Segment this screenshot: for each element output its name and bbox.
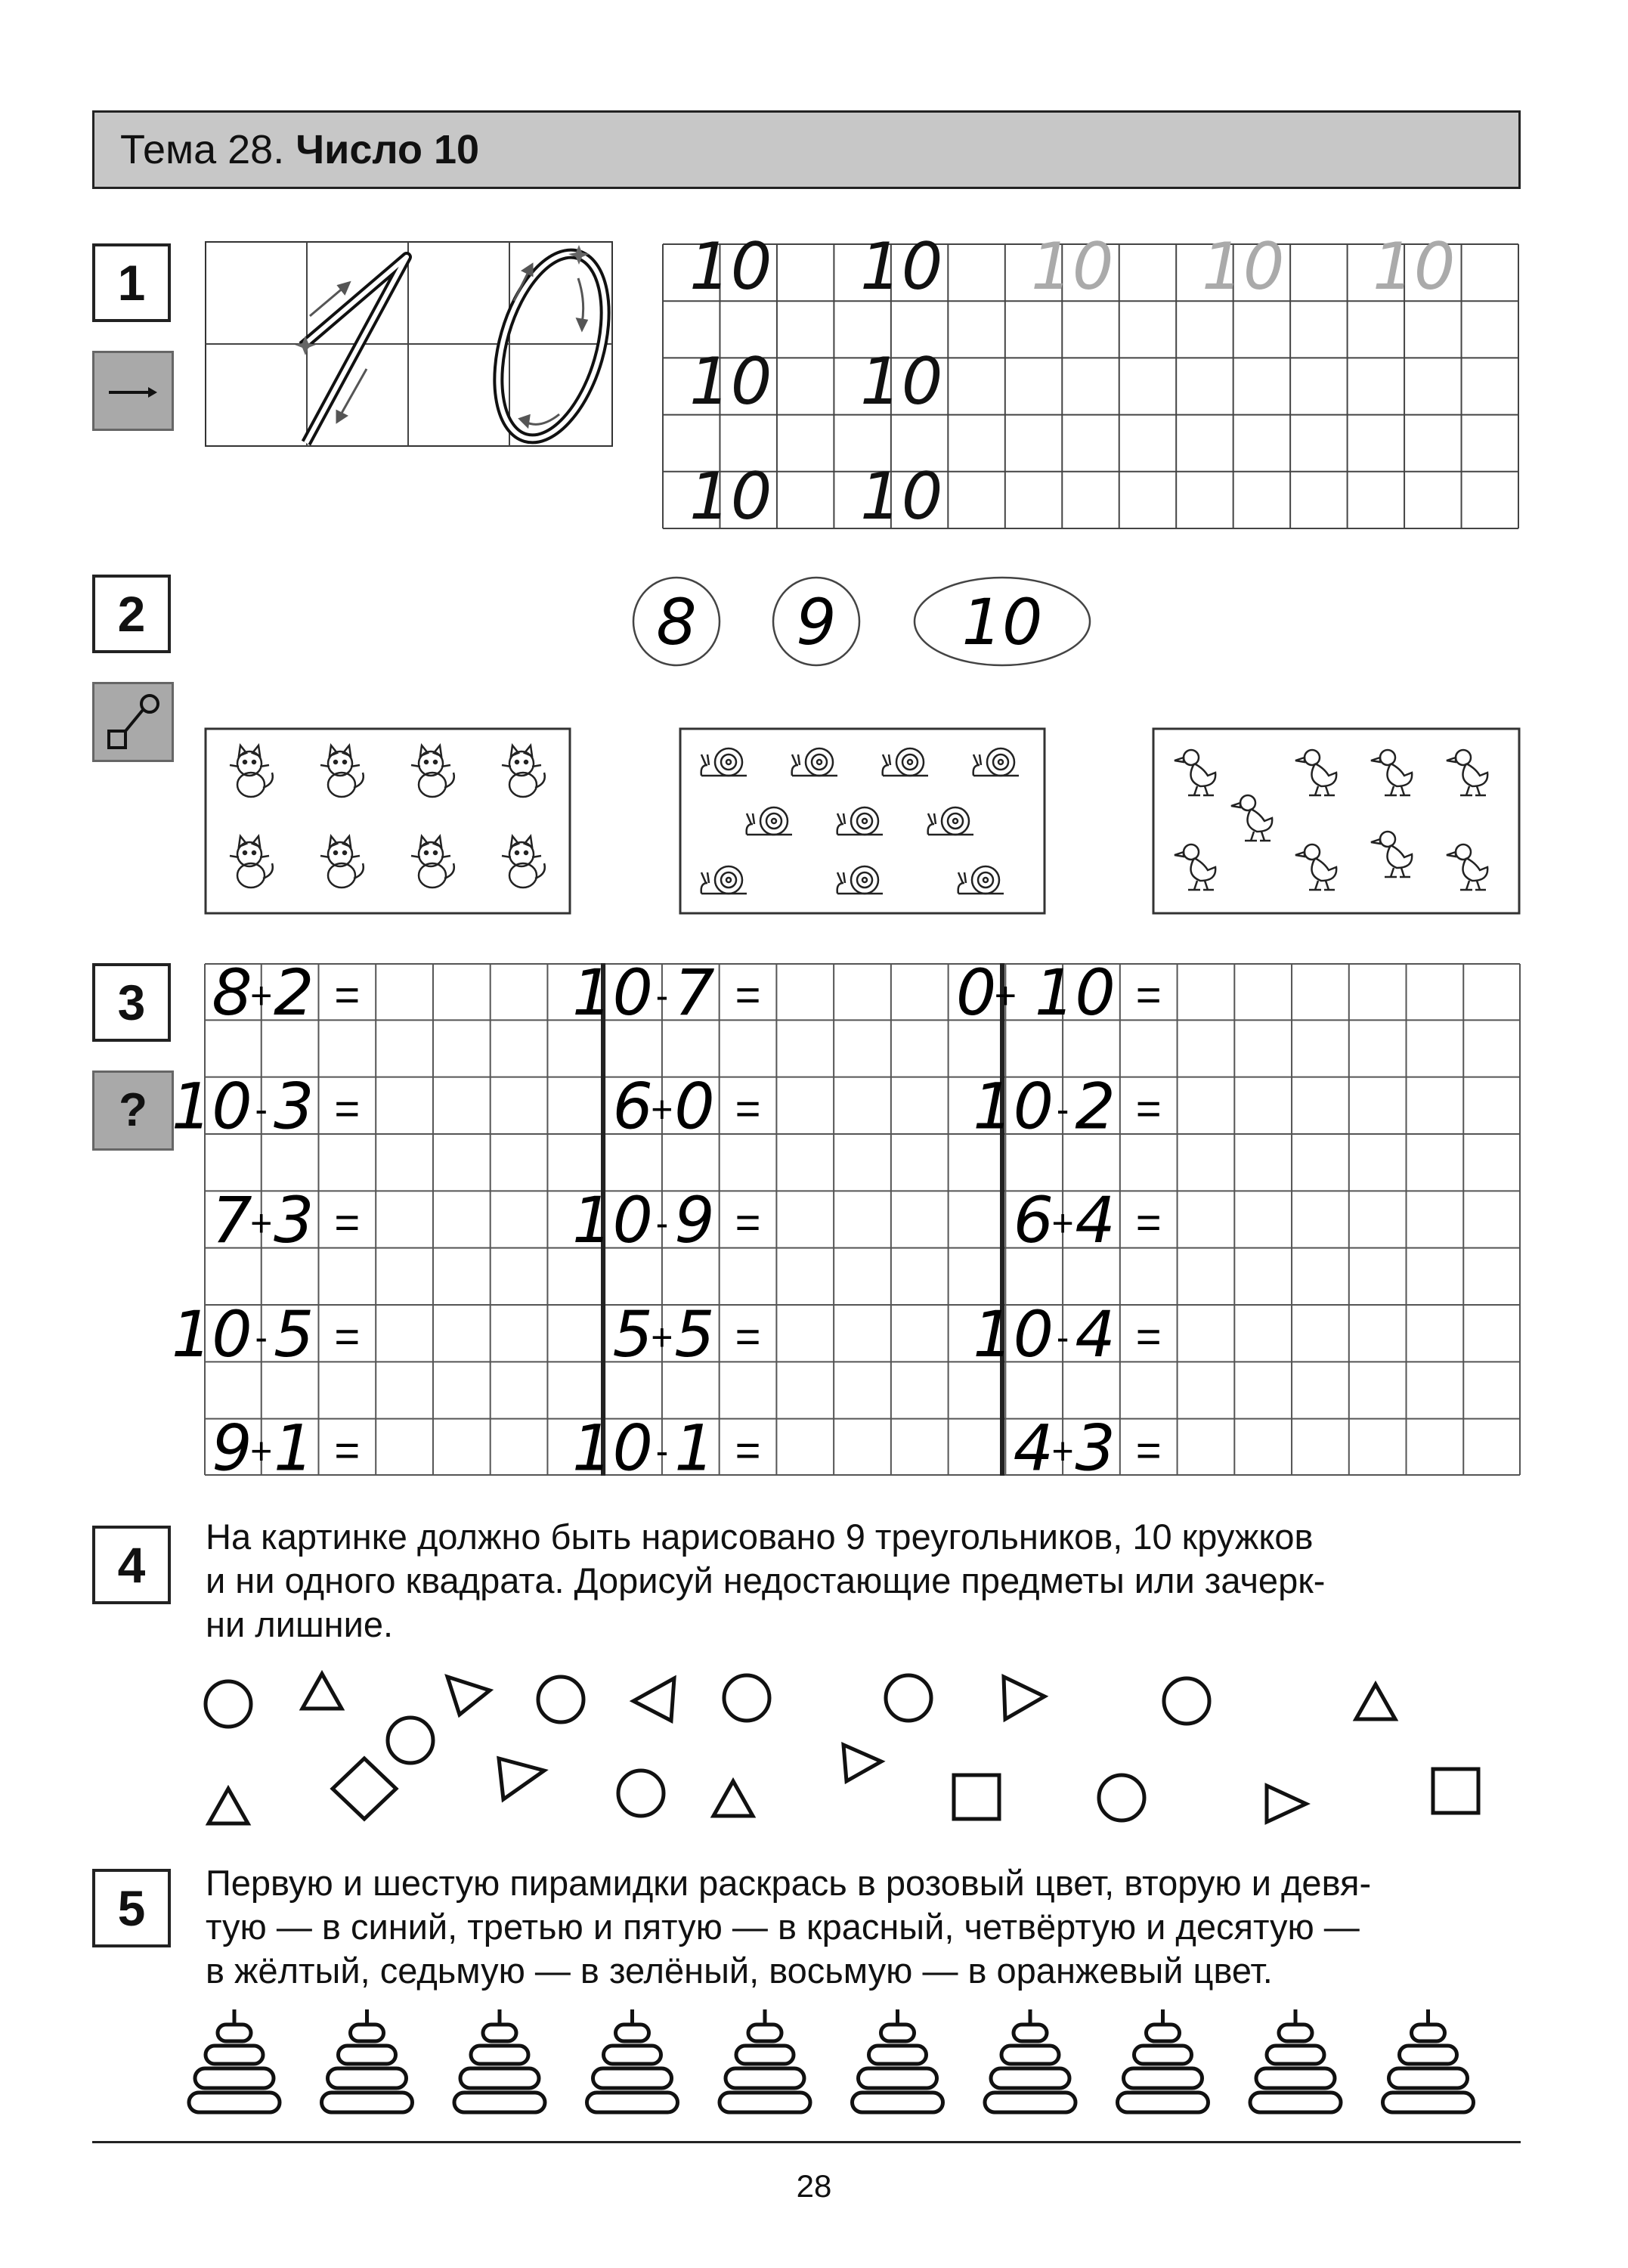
triangle-shape[interactable] (209, 1789, 248, 1823)
equation (1014, 1411, 1233, 1485)
copy-row-1 (689, 229, 1455, 305)
equals-sign: = (1135, 1084, 1162, 1134)
equation (172, 1069, 432, 1143)
operand-a: 10 (973, 1297, 1054, 1371)
equals-sign: = (735, 970, 761, 1020)
pyramid[interactable] (720, 2009, 810, 2112)
triangle-shape[interactable] (1356, 1684, 1395, 1719)
oval-number-9 (773, 578, 859, 665)
task-number-2: 2 (92, 575, 171, 653)
operand-b: 2 (1075, 1069, 1116, 1144)
page-number: 28 (796, 2168, 832, 2204)
equals-sign: = (334, 1084, 361, 1134)
circle-shape[interactable] (724, 1675, 769, 1721)
copy-row-2 (689, 344, 942, 420)
equation (973, 1297, 1233, 1371)
triangle-shape[interactable] (713, 1781, 753, 1816)
equals-sign: = (334, 1312, 361, 1362)
equals-sign: = (334, 1426, 361, 1476)
ducks-box (1152, 727, 1521, 915)
operand-a: 5 (612, 1297, 653, 1371)
answer-cell[interactable] (778, 1192, 832, 1246)
circle-shape[interactable] (618, 1771, 664, 1816)
pyramid[interactable] (587, 2009, 678, 2112)
equals-sign: = (735, 1426, 761, 1476)
circle-shape[interactable] (388, 1718, 433, 1763)
answer-cell[interactable] (1179, 1192, 1233, 1246)
operand-a: 4 (1013, 1411, 1054, 1486)
copy-grid (662, 229, 1521, 534)
task5-line-2: тую — в синий, третью и пятую — в красный, четвёртую и десятую — (206, 1907, 1360, 1947)
triangle-shape[interactable] (1267, 1786, 1306, 1822)
copy-sample: 10 (860, 459, 943, 534)
pyramids-row (189, 2003, 1534, 2117)
task4-line-3: ни лишние. (206, 1604, 394, 1644)
task-number-3: 3 (92, 963, 171, 1042)
equation (212, 1411, 432, 1485)
pyramid[interactable] (189, 2009, 280, 2112)
equation (572, 1183, 832, 1257)
copy-sample: 10 (689, 229, 772, 305)
answer-cell[interactable] (377, 1192, 432, 1246)
circle-shape[interactable] (538, 1677, 583, 1722)
task4-line-2: и ни одного квадрата. Дорисуй недостающие предметы или зачерк- (206, 1560, 1326, 1600)
match-icon (92, 682, 174, 762)
operand-a: 9 (212, 1411, 252, 1486)
equals-sign: = (735, 1198, 761, 1248)
equation (572, 1411, 832, 1485)
square-shape[interactable] (1433, 1769, 1478, 1813)
triangle-shape[interactable] (1004, 1677, 1045, 1719)
operand-b: 10 (1034, 955, 1116, 1030)
svg-text:10: 10 (961, 585, 1043, 659)
operand-a: 6 (1013, 1183, 1054, 1258)
operator: - (655, 1202, 669, 1245)
task4-line-1: На картинке должно быть нарисовано 9 треугольников, 10 кружков (206, 1517, 1314, 1557)
answer-cell[interactable] (1179, 1421, 1233, 1474)
circle-shape[interactable] (1164, 1678, 1209, 1724)
equation (612, 1069, 832, 1143)
task-number-4: 4 (92, 1526, 171, 1604)
pyramid[interactable] (853, 2009, 943, 2112)
equals-sign: = (1135, 970, 1162, 1020)
operator: + (250, 1202, 273, 1245)
operand-b: 0 (674, 1069, 715, 1144)
pyramid[interactable] (1118, 2009, 1209, 2112)
operator: + (250, 1430, 273, 1473)
task5-line-1: Первую и шестую пирамидки раскрась в розовый цвет, вторую и девя- (206, 1863, 1372, 1903)
equation (212, 956, 432, 1030)
answer-cell[interactable] (1179, 1079, 1233, 1132)
operator: + (250, 974, 273, 1017)
square-shape[interactable] (333, 1758, 396, 1819)
copy-sample: 10 (860, 344, 943, 420)
answer-cell[interactable] (377, 1421, 432, 1474)
operand-b: 5 (274, 1297, 314, 1371)
operand-b: 9 (674, 1183, 715, 1258)
triangle-shape[interactable] (447, 1677, 490, 1715)
oval-number-10 (915, 578, 1090, 665)
operand-a: 10 (572, 955, 653, 1030)
operand-b: 3 (274, 1069, 314, 1144)
copy-sample: 10 (689, 344, 772, 420)
operator: - (1056, 1088, 1069, 1131)
operand-b: 4 (1075, 1297, 1116, 1371)
answer-cell[interactable] (377, 965, 432, 1018)
operand-a: 7 (212, 1183, 252, 1258)
answer-cell[interactable] (778, 1421, 832, 1474)
triangle-shape[interactable] (302, 1674, 342, 1709)
equation (572, 956, 832, 1030)
pyramid[interactable] (1250, 2009, 1341, 2112)
equals-sign: = (1135, 1198, 1162, 1248)
triangle-shape[interactable] (633, 1678, 674, 1721)
task-number-1: 1 (92, 243, 171, 322)
topic-header (92, 110, 1521, 189)
footer-rule (92, 2141, 1521, 2143)
copy-sample: 10 (860, 229, 943, 305)
topic-title (120, 123, 479, 176)
snails-box (679, 727, 1046, 915)
operator: - (255, 1088, 268, 1131)
copy-sample: 10 (689, 459, 772, 534)
operand-b: 5 (674, 1297, 715, 1371)
operator: + (651, 1088, 673, 1131)
task5-line-3: в жёлтый, седьмую — в зелёный, восьмую — в оранжевый цвет. (206, 1950, 1273, 1991)
operand-a: 10 (572, 1183, 653, 1258)
copy-trace: 10 (1373, 229, 1456, 305)
operand-a: 10 (171, 1069, 252, 1144)
pyramid[interactable] (454, 2009, 545, 2112)
triangle-shape[interactable] (843, 1745, 881, 1781)
operand-a: 6 (612, 1069, 653, 1144)
svg-text:9: 9 (796, 585, 837, 659)
equations-grid (171, 955, 1521, 1486)
equals-sign: = (1135, 1426, 1162, 1476)
arrow-icon (92, 351, 174, 431)
operator: + (994, 974, 1017, 1017)
operand-a: 0 (955, 955, 997, 1030)
equation (973, 1069, 1233, 1143)
pyramid[interactable] (985, 2009, 1076, 2112)
equation (612, 1297, 832, 1371)
operator: + (1051, 1202, 1074, 1245)
equation (1014, 1183, 1233, 1257)
operand-b: 1 (674, 1411, 715, 1486)
equals-sign: = (1135, 1312, 1162, 1362)
copy-trace: 10 (1202, 229, 1285, 305)
operator: + (1051, 1430, 1074, 1473)
copy-trace: 10 (1031, 229, 1114, 305)
number-ovals (627, 575, 1103, 673)
svg-text:8: 8 (656, 585, 697, 659)
equation (212, 1183, 432, 1257)
circle-shape[interactable] (1099, 1775, 1144, 1820)
oval-number-8 (633, 578, 720, 665)
operand-b: 7 (674, 955, 715, 1030)
task-number-5: 5 (92, 1869, 171, 1947)
operand-b: 1 (274, 1411, 314, 1486)
operand-b: 4 (1075, 1183, 1116, 1258)
topic-name: Число 10 (296, 127, 480, 172)
pyramid[interactable] (1383, 2009, 1474, 2112)
operator: - (255, 1315, 268, 1359)
answer-cell[interactable] (1179, 965, 1233, 1018)
operand-a: 8 (212, 955, 252, 1030)
operand-a: 10 (171, 1297, 252, 1371)
answer-cell[interactable] (778, 965, 832, 1018)
operator: - (1056, 1315, 1069, 1359)
square-shape[interactable] (954, 1775, 999, 1819)
task5-instruction (206, 1861, 1521, 1993)
equation (172, 1297, 432, 1371)
task4-instruction (206, 1515, 1521, 1647)
operand-a: 10 (973, 1069, 1054, 1144)
equals-sign: = (735, 1312, 761, 1362)
question-icon: ? (92, 1070, 174, 1151)
answer-cell[interactable] (377, 1079, 432, 1132)
equals-sign: = (334, 1198, 361, 1248)
operator: - (655, 974, 669, 1017)
copy-row-3 (689, 459, 942, 534)
operand-b: 3 (274, 1183, 314, 1258)
operand-a: 10 (572, 1411, 653, 1486)
triangle-shape[interactable] (499, 1758, 544, 1799)
topic-prefix: Тема 28. (120, 127, 285, 172)
pyramid[interactable] (322, 2009, 413, 2112)
shapes-area (189, 1656, 1534, 1852)
operand-b: 3 (1075, 1411, 1116, 1486)
cats-box (204, 727, 571, 915)
operator: - (655, 1430, 669, 1473)
answer-cell[interactable] (778, 1306, 832, 1360)
tracing-box (204, 240, 614, 448)
circle-shape[interactable] (206, 1681, 251, 1727)
circle-shape[interactable] (886, 1675, 931, 1721)
equation (956, 956, 1233, 1030)
operand-b: 2 (274, 955, 314, 1030)
equals-sign: = (735, 1084, 761, 1134)
operator: + (651, 1315, 673, 1359)
answer-cell[interactable] (778, 1079, 832, 1132)
answer-cell[interactable] (377, 1306, 432, 1360)
answer-cell[interactable] (1179, 1306, 1233, 1360)
equals-sign: = (334, 970, 361, 1020)
